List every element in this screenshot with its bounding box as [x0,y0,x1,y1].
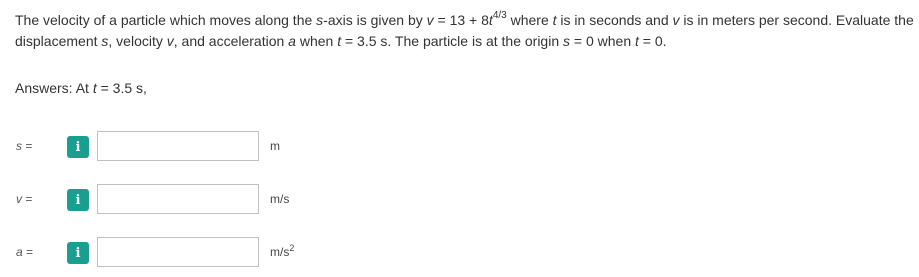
answers-suffix: = 3.5 s, [96,80,147,96]
variable-symbol: a [16,245,23,259]
answer-input-a[interactable] [97,237,259,267]
problem-text: = 13 + 8 [433,12,489,28]
problem-symbol: t [337,33,342,49]
variable-symbol: v [16,192,22,206]
problem-exponent: 4/3 [492,10,507,22]
answer-input-v[interactable] [97,184,259,214]
problem-symbol: a [288,33,296,49]
equals-sign: = [22,192,33,206]
answers-heading [15,79,147,97]
equals-sign: = [22,139,33,153]
problem-text: -axis is given by [323,12,427,28]
unit-label-v [270,192,289,206]
problem-text: , velocity [108,33,167,49]
problem-text: = 3.5 s. The particle is at the origin [341,33,564,49]
problem-text: is in meters per second. Evaluate the displacement [15,12,914,49]
problem-symbol: v [166,33,174,49]
problem-statement [15,10,915,52]
problem-symbol: s [563,33,571,49]
problem-symbol: v [672,12,680,28]
variable-symbol: s [16,139,22,153]
problem-symbol: s [101,33,109,49]
unit-text: m/s [270,245,290,259]
problem-text: , and acceleration [173,33,289,49]
answer-row-s [0,130,919,164]
unit-label-s [270,139,280,153]
info-icon[interactable]: i [67,189,89,211]
problem-symbol: t [635,33,639,49]
answer-row-v [0,183,919,217]
problem-text: = 0 when [570,33,636,49]
info-icon[interactable]: i [67,242,89,264]
variable-label-s [16,139,32,153]
variable-label-a [16,245,33,259]
answers-prefix: Answers: At [15,80,93,96]
problem-symbol: t [488,12,493,28]
problem-symbol: t [552,12,557,28]
answer-row-a [0,236,919,270]
unit-text: m/s [270,192,290,206]
unit-label-a [270,245,294,259]
unit-exponent: 2 [289,243,295,253]
equals-sign: = [22,245,34,259]
variable-label-v [16,192,32,206]
problem-text: is in seconds and [556,12,673,28]
problem-symbol: s [316,12,324,28]
answers-symbol: t [92,80,97,96]
unit-text: m [270,139,280,153]
problem-text: = 0. [638,33,667,49]
problem-text: when [295,33,338,49]
problem-text: where [506,12,553,28]
problem-text: The velocity of a particle which moves along the [15,12,317,28]
answer-input-s[interactable] [97,131,259,161]
problem-symbol: v [426,12,434,28]
info-icon[interactable]: i [67,136,89,158]
